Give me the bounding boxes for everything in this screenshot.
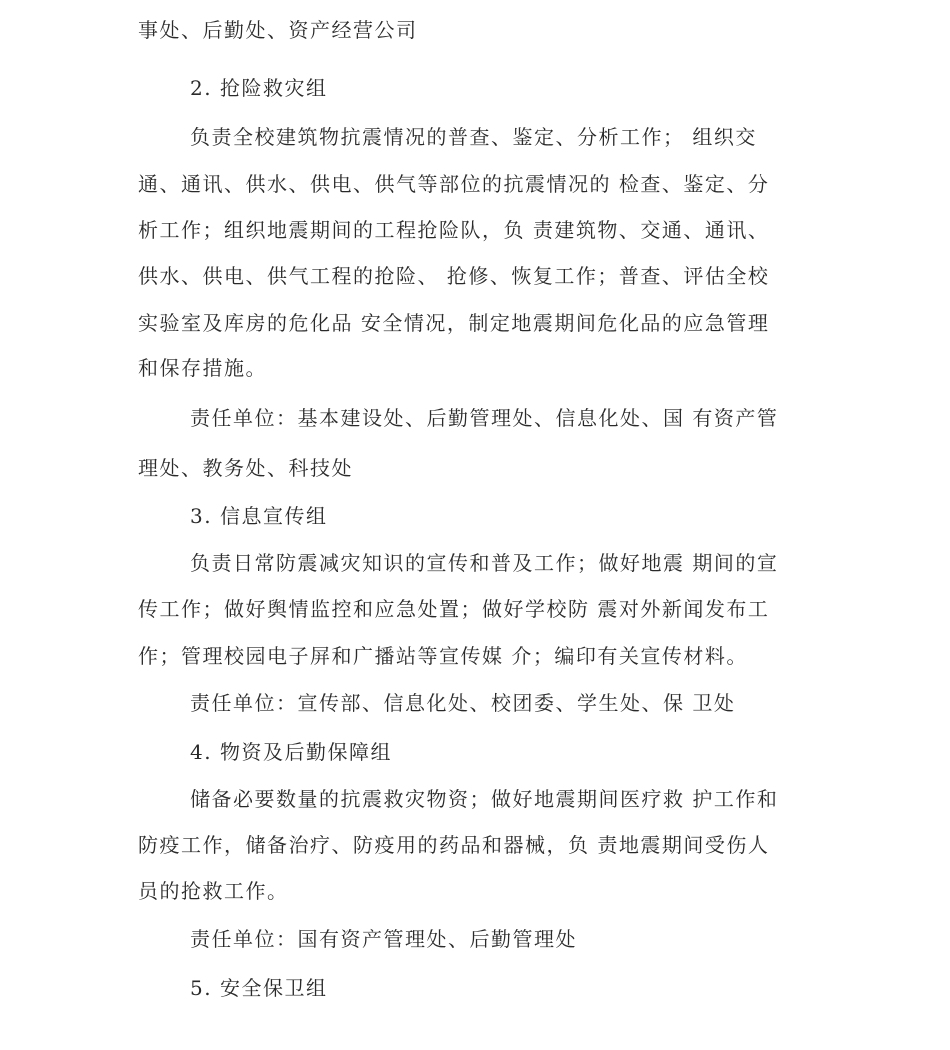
paragraph-line: 析工作；组织地震期间的工程抢险队，负 责建筑物、交通、通讯、 xyxy=(138,218,770,242)
paragraph-line: 负责日常防震减灾知识的宣传和普及工作；做好地震 期间的宣 xyxy=(190,551,779,575)
section-heading-rescue-group: 2. 抢险救灾组 xyxy=(190,76,328,100)
paragraph-line: 通、通讯、供水、供电、供气等部位的抗震情况的 检查、鉴定、分 xyxy=(138,172,770,196)
paragraph-line: 传工作；做好舆情监控和应急处置；做好学校防 震对外新闻发布工 xyxy=(138,597,770,621)
responsible-units-line: 理处、教务处、科技处 xyxy=(138,456,353,480)
responsible-units-line: 责任单位：宣传部、信息化处、校团委、学生处、保 卫处 xyxy=(190,691,736,715)
paragraph-line: 员的抢救工作。 xyxy=(138,879,289,903)
paragraph-continuation-line: 事处、后勤处、资产经营公司 xyxy=(138,18,418,42)
paragraph-line: 和保存措施。 xyxy=(138,356,267,380)
paragraph-line: 实验室及库房的危化品 安全情况，制定地震期间危化品的应急管理 xyxy=(138,311,770,335)
paragraph-line: 防疫工作，储备治疗、防疫用的药品和器械，负 责地震期间受伤人 xyxy=(138,833,770,857)
responsible-units-line: 责任单位：国有资产管理处、后勤管理处 xyxy=(190,927,577,951)
responsible-units-line: 责任单位：基本建设处、后勤管理处、信息化处、国 有资产管 xyxy=(190,406,779,430)
section-heading-publicity-group: 3. 信息宣传组 xyxy=(190,504,328,528)
section-heading-security-group: 5. 安全保卫组 xyxy=(190,976,328,1000)
paragraph-line: 供水、供电、供气工程的抢险、 抢修、恢复工作；普查、评估全校 xyxy=(138,264,770,288)
paragraph-line: 储备必要数量的抗震救灾物资；做好地震期间医疗救 护工作和 xyxy=(190,787,779,811)
paragraph-line: 负责全校建筑物抗震情况的普查、鉴定、分析工作； 组织交 xyxy=(190,125,757,149)
paragraph-line: 作；管理校园电子屏和广播站等宣传媒 介；编印有关宣传材料。 xyxy=(138,644,748,668)
section-heading-logistics-group: 4. 物资及后勤保障组 xyxy=(190,740,392,764)
